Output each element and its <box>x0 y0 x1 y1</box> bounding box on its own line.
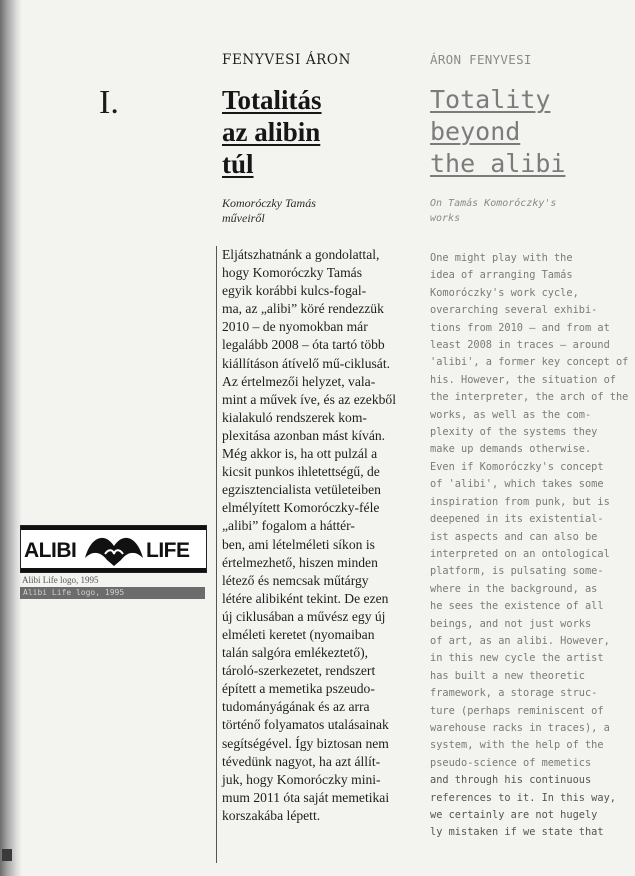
body-line-english: he sees the existence of all <box>430 600 604 613</box>
body-line-english: overarching several exhibi- <box>430 304 598 317</box>
body-line-hungarian: létező és nemcsak műtárgy <box>222 572 369 588</box>
logo-bottom-bar <box>21 568 206 572</box>
body-line-hungarian: mint a művek íve, és az ezekből <box>222 391 397 407</box>
body-line-english: warehouse racks in traces), a <box>430 721 610 734</box>
body-line-english: system, with the help of the <box>430 739 604 752</box>
body-line-hungarian: létére alibiként tekint. De ezen <box>222 590 389 606</box>
body-line-english: One might play with the <box>430 252 573 264</box>
logo-word-left: ALIBI <box>24 539 77 562</box>
title-english-line: the alibi <box>430 149 566 178</box>
chapter-numeral: I. <box>99 84 119 121</box>
body-line-english: least 2008 in traces – around <box>430 339 610 352</box>
body-line-hungarian: 2010 – de nyomokban már <box>222 319 368 335</box>
body-line-hungarian: elméleti keretet (nyomaiban <box>222 626 375 642</box>
body-line-english: and through his continuous <box>430 774 592 787</box>
subtitle-english-line: works <box>430 213 461 224</box>
body-line-hungarian: juk, hogy Komoróczky mini- <box>222 771 381 787</box>
logo-caption-english-band <box>20 587 205 599</box>
body-line-english: of 'alibi', which takes some <box>430 478 604 491</box>
logo-word-right: LIFE <box>146 539 190 562</box>
body-line-english: ly mistaken if we state that <box>430 826 604 839</box>
author-name-english: ÁRON FENYVESI <box>430 52 532 67</box>
subtitle-hungarian-line: műveiről <box>222 211 265 225</box>
body-line-english: in this new cycle the artist <box>430 652 604 665</box>
title-hungarian-line: az alibin <box>222 117 321 147</box>
body-text-english <box>430 250 630 842</box>
body-line-hungarian: „alibi” fogalom a háttér- <box>222 518 355 534</box>
body-line-hungarian: tároló-szerkezetet, rendszert <box>222 663 376 679</box>
body-line-hungarian: Eljátszhatnánk a gondolattal, <box>222 247 380 262</box>
body-line-hungarian: ma, az „alibi” köré rendezzük <box>222 301 384 317</box>
body-line-english: plexity of the systems they <box>430 426 598 439</box>
body-line-english: 'alibi', a former key concept of <box>430 356 629 369</box>
body-line-hungarian: kialakuló rendszerek kom- <box>222 409 367 425</box>
body-line-hungarian: kicsit punkos ihletettségű, de <box>222 464 380 480</box>
subtitle-english <box>430 196 620 226</box>
subtitle-english-line: On Tamás Komoróczky's <box>430 198 557 209</box>
body-line-english: has built a new theoretic <box>430 669 585 682</box>
body-line-english: Komoróczky's work cycle, <box>430 286 579 299</box>
body-line-english: references to it. In this way, <box>430 791 616 804</box>
title-english-line: Totality <box>430 85 551 114</box>
title-hungarian-line: Totalitás <box>222 85 322 115</box>
body-line-english: we certainly are not hugely <box>430 809 598 821</box>
title-hungarian-line: túl <box>222 149 254 179</box>
body-line-english: ture (perhaps reminiscent of <box>430 704 604 717</box>
title-hungarian <box>222 84 402 180</box>
body-line-english: works, as well as the com- <box>430 408 592 421</box>
logo-wing-heart-icon <box>83 530 145 568</box>
body-text-hungarian <box>222 246 417 825</box>
body-line-hungarian: segítségével. Így biztosan nem <box>222 735 389 751</box>
subtitle-hungarian <box>222 196 372 226</box>
author-name-hungarian: FENYVESI ÁRON <box>222 52 352 68</box>
body-line-hungarian: hogy Komoróczky Tamás <box>222 265 362 281</box>
body-line-english: tions from 2010 – and from at <box>430 321 610 334</box>
body-line-hungarian: Még akkor is, ha ott pulzál a <box>222 446 378 462</box>
body-line-hungarian: történő folyamatos utalásainak <box>222 717 389 733</box>
body-line-english: where in the background, as <box>430 582 598 595</box>
body-line-hungarian: korszakába lépett. <box>222 807 321 823</box>
body-line-english: inspiration from punk, but is <box>430 495 610 508</box>
body-line-english: interpreted on an ontological <box>430 547 610 560</box>
subtitle-hungarian-line: Komoróczky Tamás <box>222 196 316 210</box>
page-marker <box>2 849 12 861</box>
column-divider <box>216 246 217 863</box>
title-english-line: beyond <box>430 117 521 146</box>
title-english <box>430 84 620 180</box>
body-line-english: make up demands otherwise. <box>430 443 592 456</box>
body-line-hungarian: egyik korábbi kulcs-fogal- <box>222 283 367 299</box>
body-line-english: his. However, the situation of <box>430 373 616 386</box>
logo-caption-english: Alibi Life logo, 1995 <box>23 588 125 597</box>
body-line-hungarian: új ciklusában a művész egy új <box>222 608 386 624</box>
body-line-hungarian: kiállításon átívelő mű-ciklusát. <box>222 355 390 371</box>
body-line-hungarian: legalább 2008 – óta tartó több <box>222 337 385 353</box>
body-line-hungarian: értelmezhető, hiszen minden <box>222 554 378 570</box>
body-line-english: deepened in its existential- <box>430 513 604 526</box>
body-line-english: beings, and not just works <box>430 617 592 630</box>
body-line-hungarian: tudományágának és az arra <box>222 699 370 715</box>
body-line-hungarian: ben, ami lételméleti síkon is <box>222 536 375 552</box>
body-line-hungarian: talán salgóra emlékeztető), <box>222 645 369 661</box>
body-line-english: ist aspects and can also be <box>430 530 598 543</box>
page-binding-shadow <box>0 0 22 876</box>
body-line-hungarian: egzisztencialista vetületeiben <box>222 482 381 498</box>
body-line-english: idea of arranging Tamás <box>430 269 573 282</box>
body-line-english: of art, as an alibi. However, <box>430 634 610 647</box>
body-line-english: pseudo-science of memetics <box>430 756 592 769</box>
alibi-life-logo <box>20 525 207 573</box>
body-line-hungarian: Az értelmezői helyzet, vala- <box>222 373 376 389</box>
body-line-hungarian: mum 2011 óta saját memetikai <box>222 789 390 805</box>
body-line-hungarian: tévedünk nagyot, ha azt állít- <box>222 753 381 769</box>
logo-caption-hungarian: Alibi Life logo, 1995 <box>22 575 99 585</box>
body-line-hungarian: plexitása azonban mást kíván. <box>222 427 386 443</box>
body-line-english: Even if Komoróczky's concept <box>430 460 604 473</box>
body-line-hungarian: épített a memetika pszeudo- <box>222 681 375 697</box>
body-line-hungarian: elmélyített Komoróczky-féle <box>222 500 380 516</box>
body-line-english: platform, is pulsating some- <box>430 565 604 578</box>
body-line-english: the interpreter, the arch of the <box>430 391 629 404</box>
body-line-english: framework, a storage struc- <box>430 687 598 700</box>
